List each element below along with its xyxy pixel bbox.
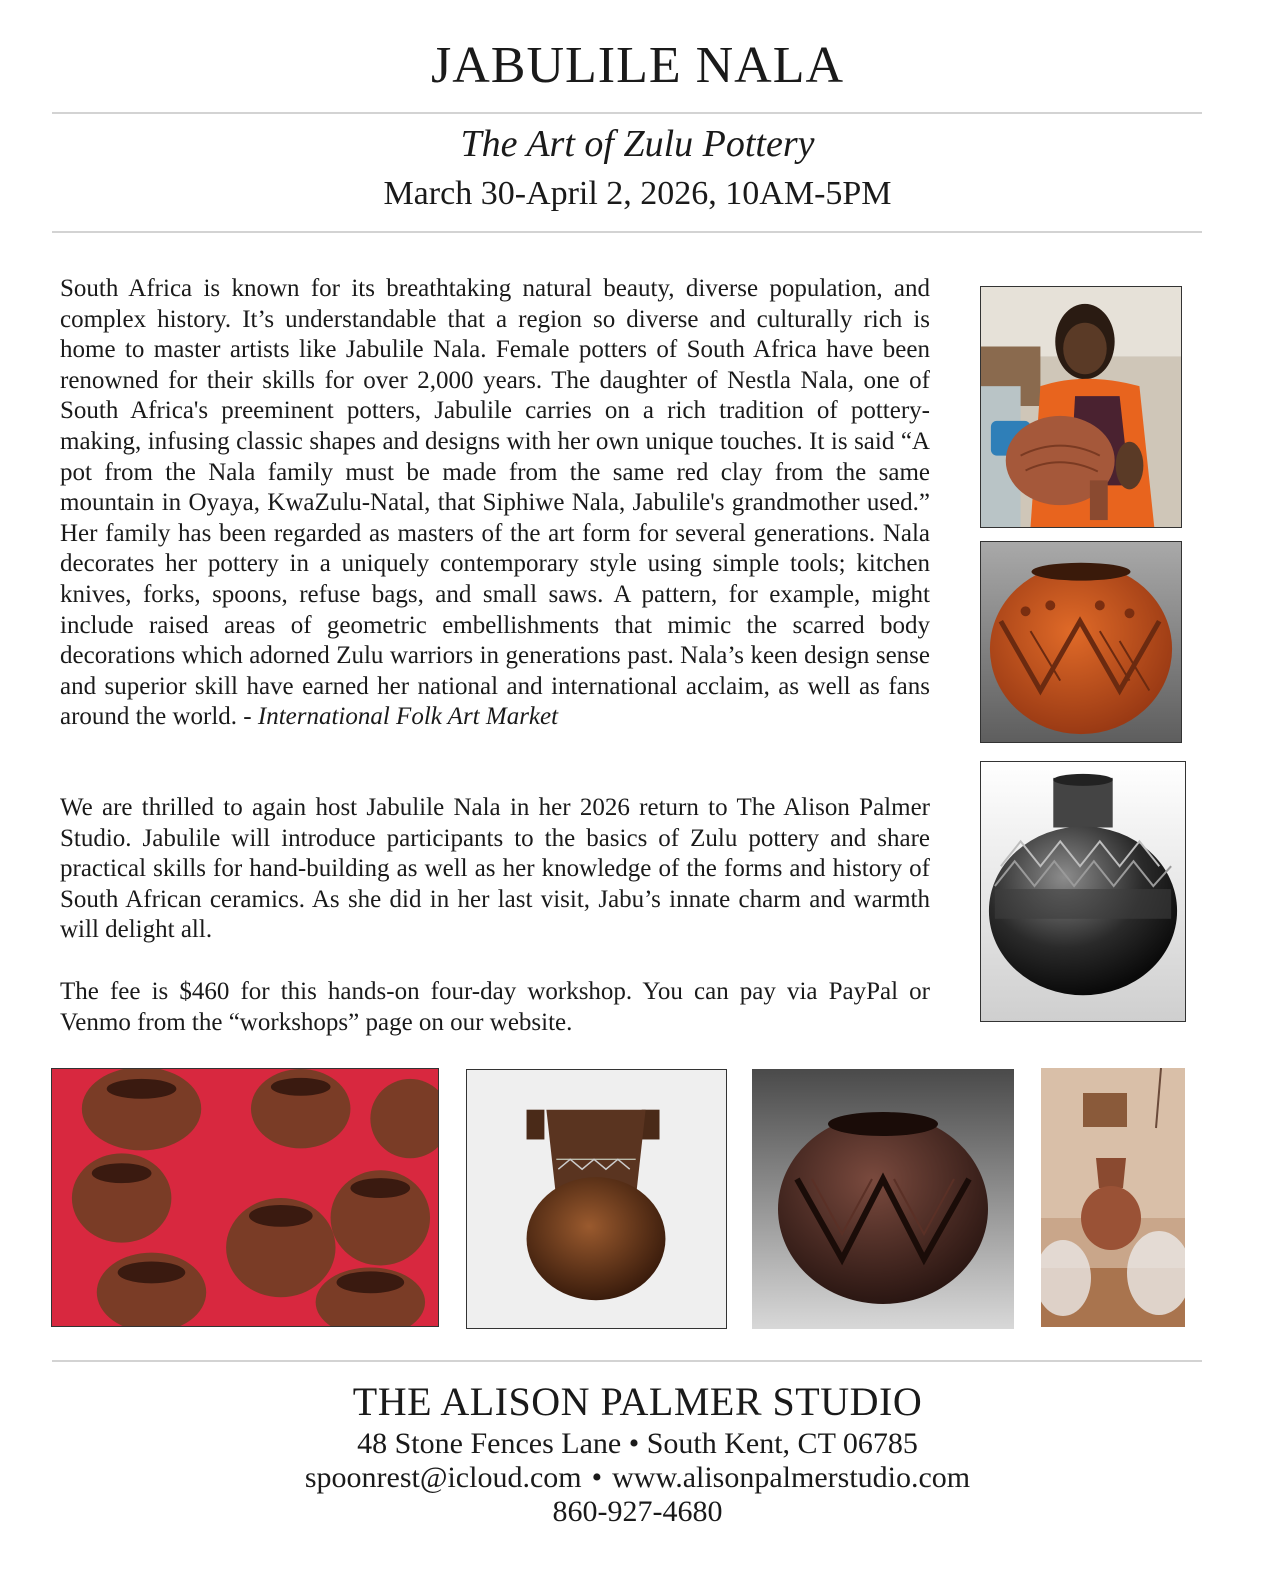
studio-name: THE ALISON PALMER STUDIO: [352, 1379, 923, 1424]
red-pots-group-photo: [51, 1068, 439, 1327]
header-divider: [52, 112, 1202, 114]
email-link[interactable]: spoonrest@icloud.com: [304, 1461, 582, 1494]
incised-bowl-photo: [752, 1069, 1014, 1329]
contact-line: [0, 1460, 1275, 1496]
workshop-dates: March 30-April 2, 2026, 10AM-5PM: [383, 175, 892, 212]
bullet-separator: •: [591, 1461, 603, 1494]
phone-number[interactable]: 860-927-4680: [552, 1495, 723, 1528]
artist-portrait-photo: [980, 286, 1182, 528]
intro-paragraph: [60, 274, 930, 733]
header-divider-bottom: [52, 231, 1202, 233]
website-link[interactable]: www.alisonpalmerstudio.com: [612, 1461, 971, 1494]
workshop-paragraph: We are thrilled to again host Jabulile Nala in her 2026 return to The Alison Palmer Studio. Jabulile will introduce participants to the basics of Zulu pottery and share practical skills for hand-building as well as her knowledge of the forms and history of South African ceramics. As she did in her last visit, Jabu’s innate charm and warmth will delight all.: [60, 794, 930, 944]
workshop-subtitle: The Art of Zulu Pottery: [460, 123, 815, 165]
page-title: JABULILE NALA: [430, 37, 845, 94]
intro-text: South Africa is known for its breathtaking natural beauty, diverse population, and complex history. It’s understandable that a region so diverse and culturally rich is home to master artists like Jabulile Nala. Female potters of South Africa have been renowned for their skills for over 2,000 years. The daughter of Nestla Nala, one of South Africa's preeminent potters, Jabulile carries on a rich tradition of pottery-making, infusing classic shapes and designs with her own unique touches. It is said “A pot from the Nala family must be made from the same red clay from the same mountain in Oyaya, KwaZulu-Natal, that Siphiwe Nala, Jabulile's grandmother used.” Her family has been regarded as masters of the art form for several generations. Nala decorates her pottery in a uniquely contemporary style using simple tools; kitchen knives, forks, spoons, refuse bags, and small saws. A pattern, for example, might include raised areas of geometric embellishments that mimic the scarred body decorations which adorned Zulu warriors in generations past. Nala’s keen design sense and superior skill have earned her national and international acclaim, as well as fans around the world. -: [60, 275, 930, 731]
tall-vessel-photo: [466, 1069, 727, 1329]
black-pot-photo: [980, 761, 1186, 1022]
attribution: International Folk Art Market: [257, 703, 559, 731]
orange-pot-photo: [980, 541, 1182, 743]
footer-divider: [52, 1360, 1202, 1362]
fee-paragraph: The fee is $460 for this hands-on four-day workshop. You can pay via PayPal or Venmo from the “workshops” page on our website.: [60, 978, 930, 1036]
studio-address: 48 Stone Fences Lane • South Kent, CT 06785: [357, 1427, 918, 1460]
studio-interior-photo: [1041, 1068, 1185, 1327]
